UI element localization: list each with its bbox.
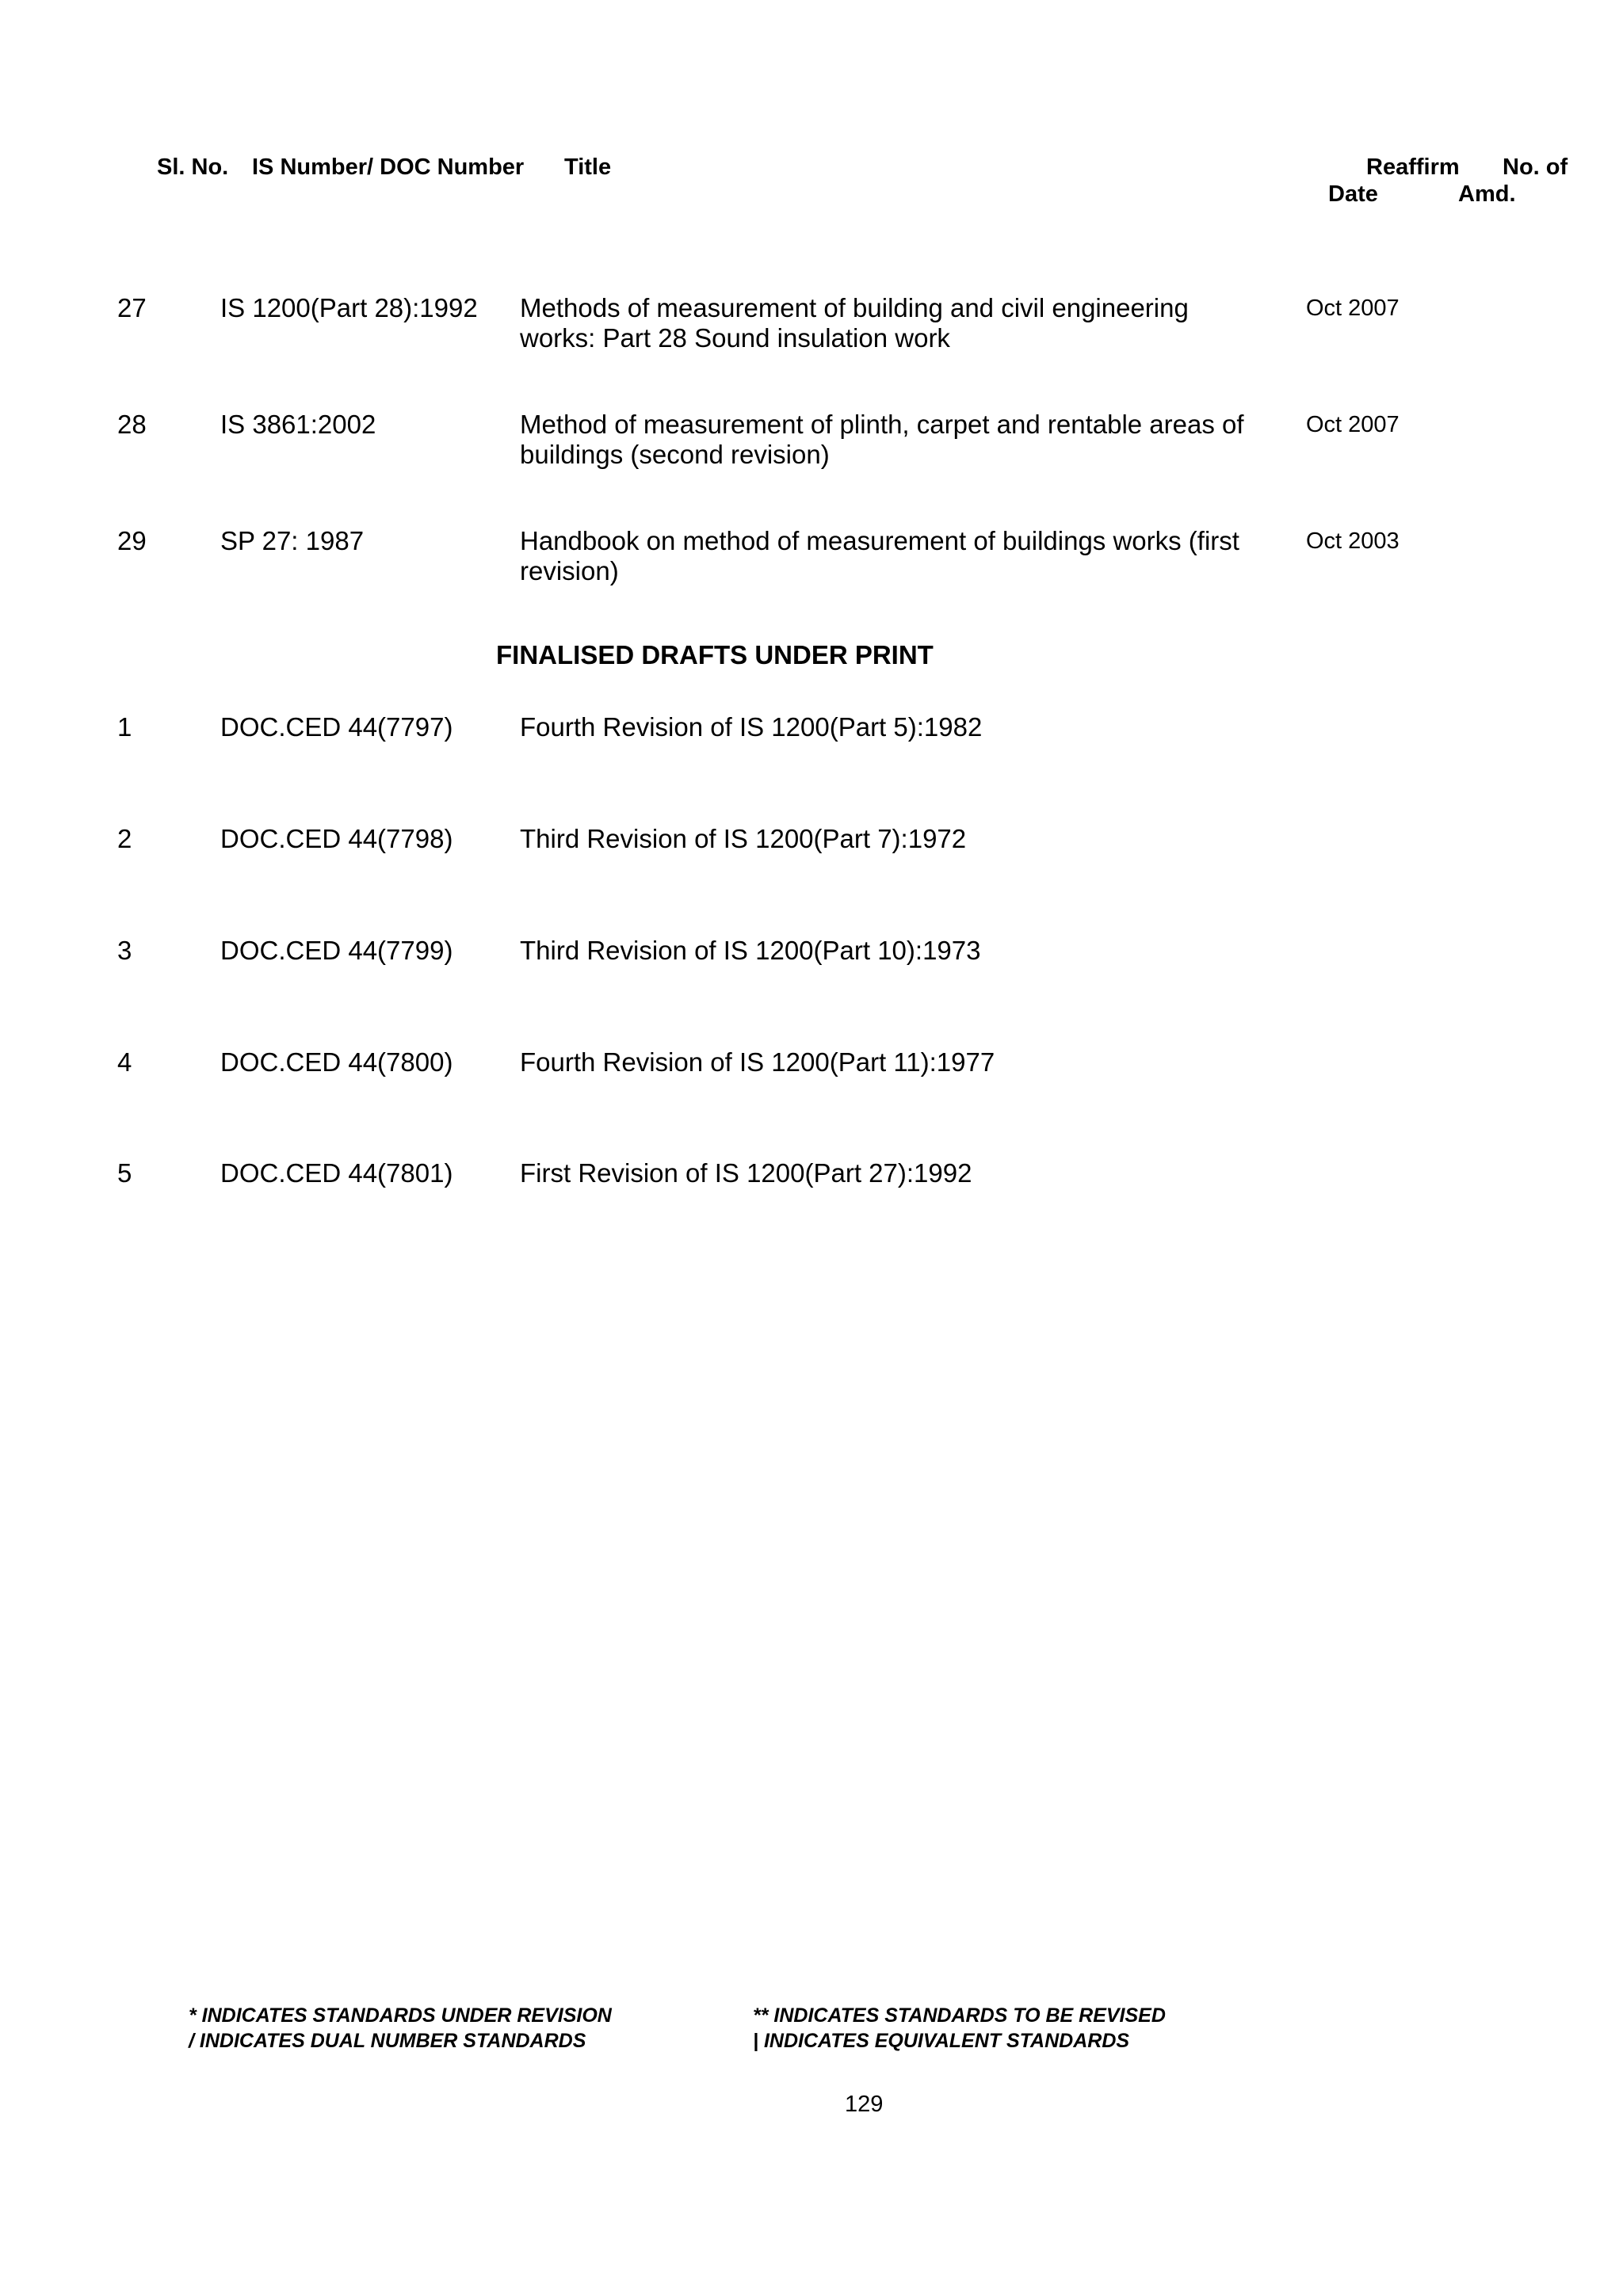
standard-number: IS 1200(Part 28):1992 xyxy=(220,293,478,322)
standard-sl: 27 xyxy=(117,293,147,322)
draft-number: DOC.CED 44(7801) xyxy=(220,1158,453,1188)
draft-sl: 2 xyxy=(117,824,132,853)
standard-sl: 28 xyxy=(117,410,147,439)
draft-title: Third Revision of IS 1200(Part 7):1972 xyxy=(520,824,967,853)
draft-number: DOC.CED 44(7798) xyxy=(220,824,453,853)
draft-sl: 1 xyxy=(117,712,132,742)
draft-number: DOC.CED 44(7797) xyxy=(220,712,453,742)
legend-under-revision: * INDICATES STANDARDS UNDER REVISION xyxy=(189,2004,612,2027)
header-is-number: IS Number/ DOC Number xyxy=(252,154,525,180)
standard-title: Methods of measurement of building and civil engineering works: Part 28 Sound insulation work xyxy=(520,293,1189,353)
draft-number: DOC.CED 44(7800) xyxy=(220,1047,453,1077)
page-number: 129 xyxy=(845,2092,884,2117)
standard-reaffirm-date: Oct 2003 xyxy=(1306,528,1400,554)
draft-sl: 4 xyxy=(117,1047,132,1077)
header-date: Date xyxy=(1328,181,1378,207)
draft-sl: 3 xyxy=(117,936,132,965)
legend-dual-number: / INDICATES DUAL NUMBER STANDARDS xyxy=(189,2030,586,2052)
header-reaffirm: Reaffirm xyxy=(1366,154,1460,180)
draft-title: Fourth Revision of IS 1200(Part 11):1977 xyxy=(520,1047,995,1077)
draft-title: Fourth Revision of IS 1200(Part 5):1982 xyxy=(520,712,983,742)
standard-reaffirm-date: Oct 2007 xyxy=(1306,412,1400,437)
header-sl-no: Sl. No. xyxy=(157,154,229,180)
standard-title: Method of measurement of plinth, carpet and rentable areas of buildings (second revision) xyxy=(520,410,1244,469)
drafts-section-heading: FINALISED DRAFTS UNDER PRINT xyxy=(496,640,934,669)
header-no-of: No. of xyxy=(1503,154,1568,180)
draft-number: DOC.CED 44(7799) xyxy=(220,936,453,965)
draft-title: Third Revision of IS 1200(Part 10):1973 xyxy=(520,936,981,965)
standard-reaffirm-date: Oct 2007 xyxy=(1306,296,1400,321)
standard-number: IS 3861:2002 xyxy=(220,410,376,439)
draft-title: First Revision of IS 1200(Part 27):1992 xyxy=(520,1158,972,1188)
legend-equivalent: | INDICATES EQUIVALENT STANDARDS xyxy=(753,2030,1130,2052)
header-title: Title xyxy=(564,154,612,180)
legend-to-be-revised: ** INDICATES STANDARDS TO BE REVISED xyxy=(753,2004,1166,2027)
standard-sl: 29 xyxy=(117,526,147,555)
standard-number: SP 27: 1987 xyxy=(220,526,365,555)
draft-sl: 5 xyxy=(117,1158,132,1188)
standard-title: Handbook on method of measurement of buildings works (first revision) xyxy=(520,526,1239,585)
header-amd: Amd. xyxy=(1458,181,1516,207)
